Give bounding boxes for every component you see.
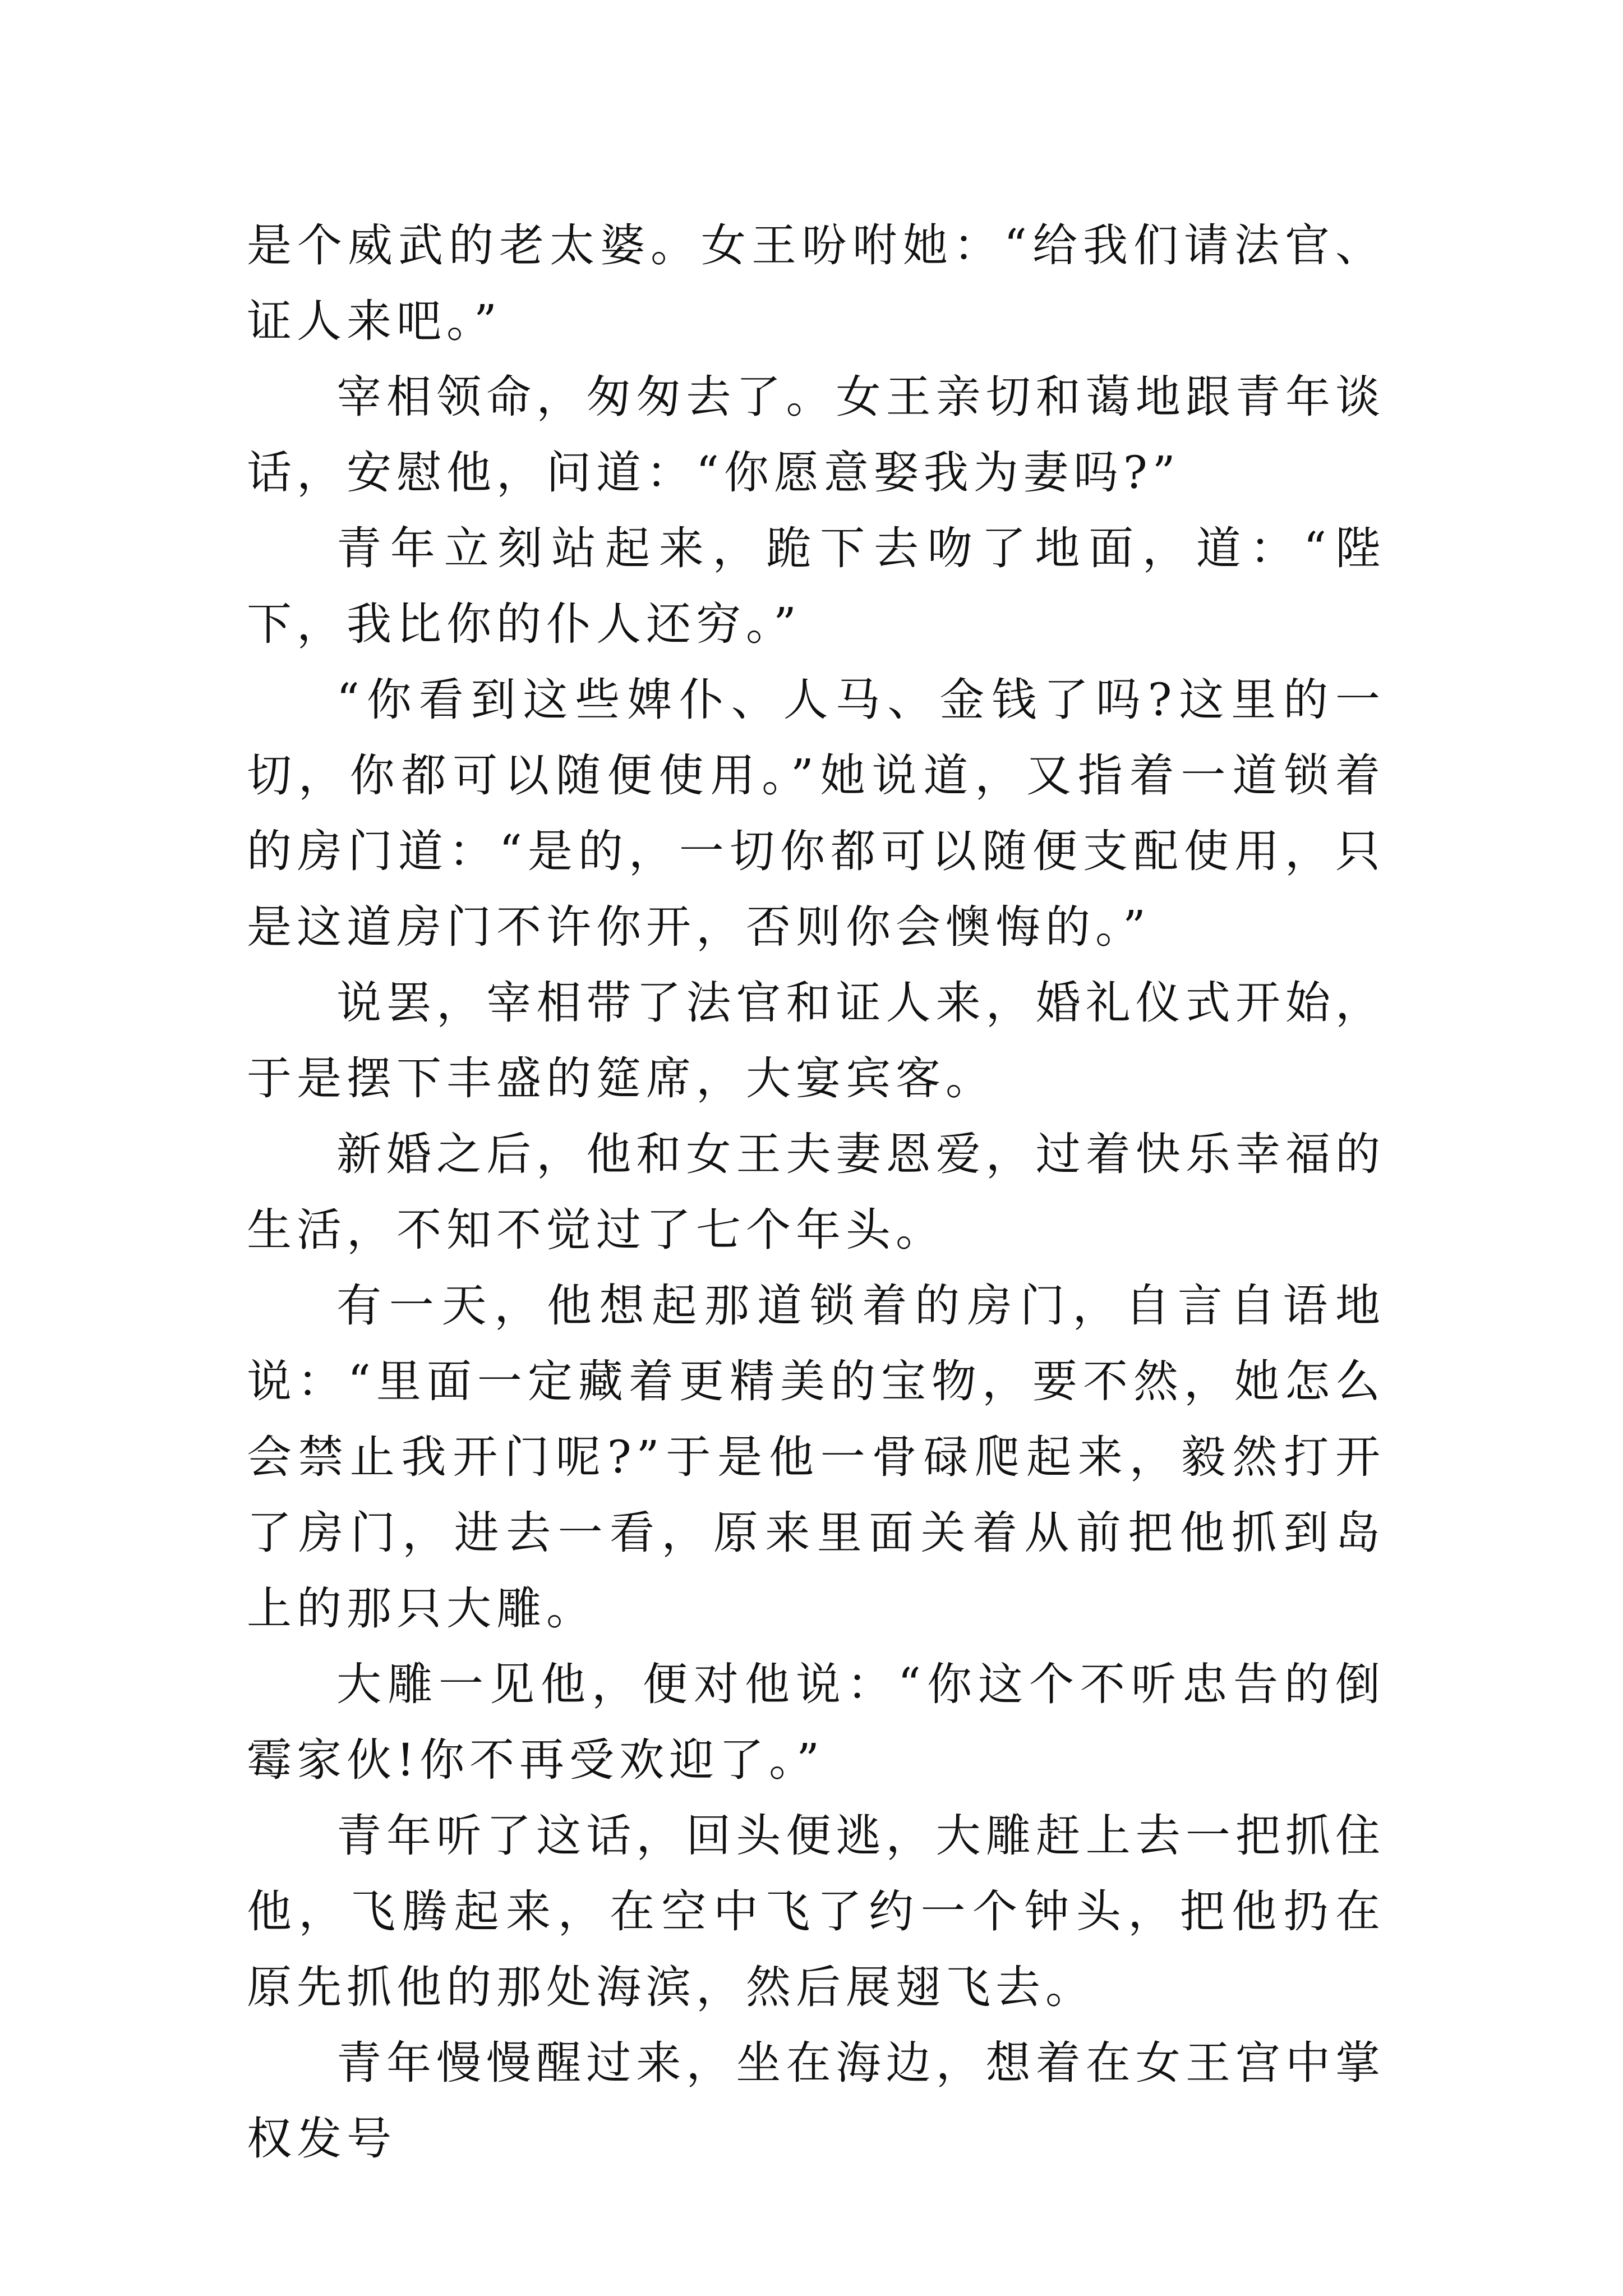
- paragraph: 宰相领命，匆匆去了。女王亲切和蔼地跟青年谈话，安慰他，问道：“你愿意娶我为妻吗?”: [247, 371, 1385, 499]
- paragraph: 有一天，他想起那道锁着的房门，自言自语地说：“里面一定藏着更精美的宝物，要不然，她怎么会禁止我开门呢?”于是他一骨碌爬起来，毅然打开了房门，进去一看，原来里面关着从前把他抓到岛上的那只大雕。: [247, 1280, 1385, 1635]
- paragraph: 青年立刻站起来，跪下去吻了地面，道：“陛下，我比你的仆人还穷。”: [247, 522, 1385, 650]
- paragraph: 新婚之后，他和女王夫妻恩爱，过着快乐幸福的生活，不知不觉过了七个年头。: [247, 1128, 1385, 1256]
- paragraph: 是个威武的老太婆。女王吩咐她：“给我们请法官、证人来吧。”: [247, 219, 1385, 347]
- paragraph: 大雕一见他，便对他说：“你这个不听忠告的倒霉家伙!你不再受欢迎了。”: [247, 1658, 1385, 1786]
- paragraph: 青年听了这话，回头便逃，大雕赶上去一把抓住他，飞腾起来，在空中飞了约一个钟头，把他扔在原先抓他的那处海滨，然后展翅飞去。: [247, 1810, 1385, 2013]
- paragraph: 说罢，宰相带了法官和证人来，婚礼仪式开始，于是摆下丰盛的筵席，大宴宾客。: [247, 977, 1385, 1105]
- body-text: [247, 208, 1385, 2177]
- paragraph: 青年慢慢醒过来，坐在海边，想着在女王宫中掌权发号: [247, 2037, 1385, 2165]
- paragraph: “你看到这些婢仆、人马、金钱了吗?这里的一切，你都可以随便使用。”她说道，又指着一道锁着的房门道：“是的，一切你都可以随便支配使用，只是这道房门不许你开，否则你会懊悔的。”: [247, 674, 1385, 953]
